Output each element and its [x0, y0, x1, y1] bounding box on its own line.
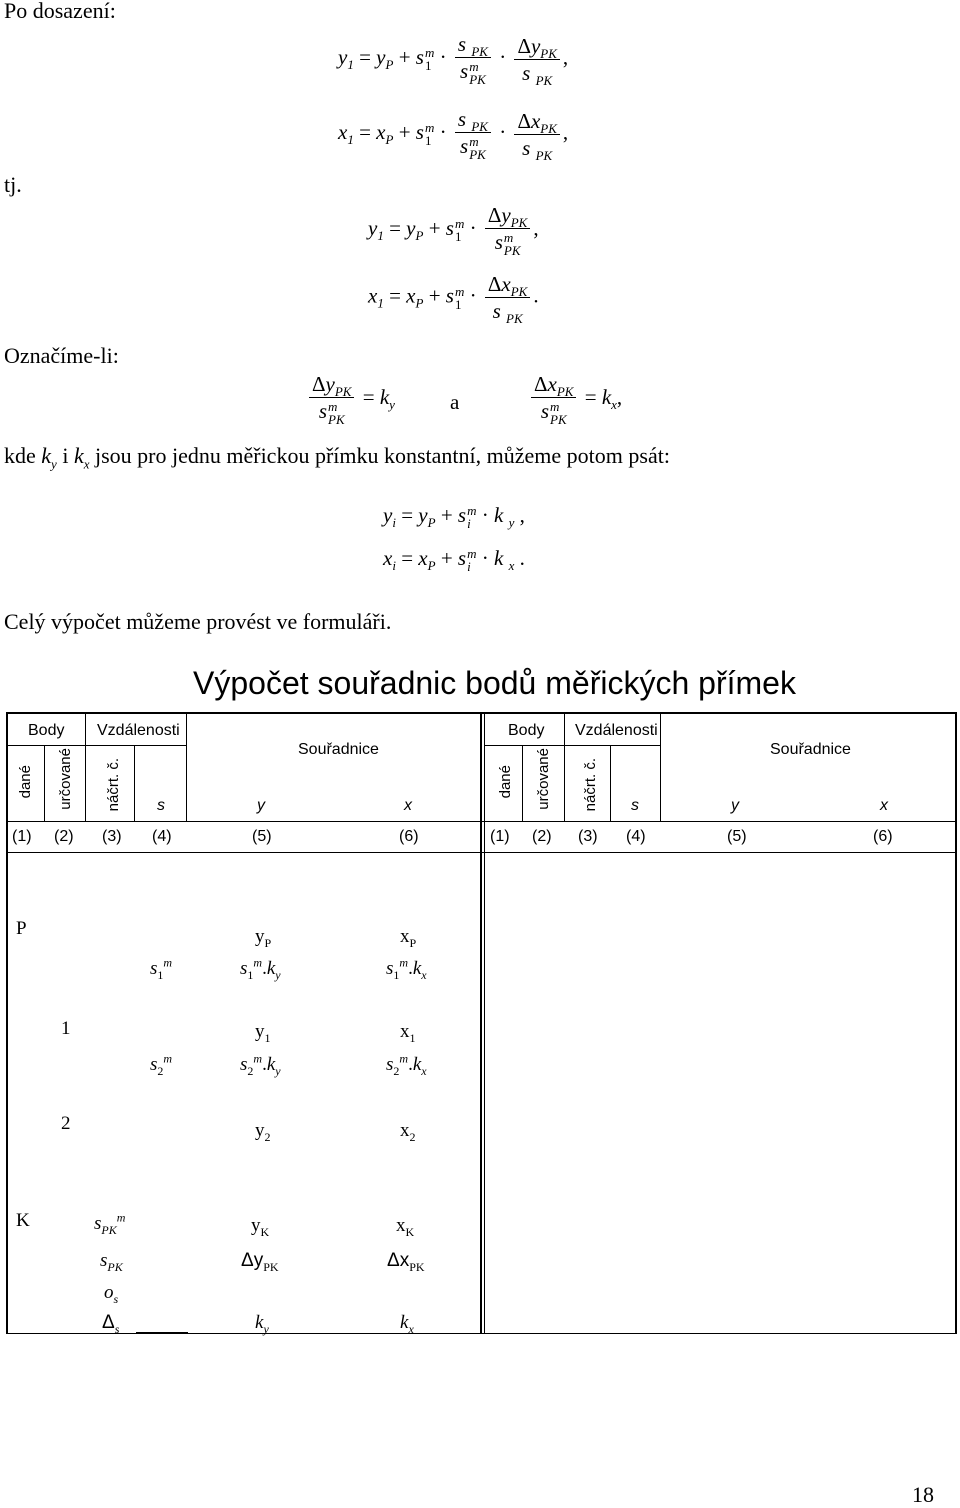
left-header-urcovane: určované [57, 748, 74, 810]
cell-xk: $x_K$ [396, 1215, 415, 1239]
left-col-divider-1 [44, 745, 45, 822]
left-header-body: Body [28, 722, 65, 739]
cell-s1m: $s_1^m$ [150, 955, 173, 982]
left-col-divider-3 [134, 745, 135, 822]
cell-s2m-kx: $s_2^m.k_x$ [386, 1051, 427, 1078]
right-header-dane: dané [497, 765, 514, 799]
equation-x1-short: $x_1 = x_P + s$ m 1 · $\frac{\Delta x_{PK}}{s _{PK}}$ . [368, 272, 539, 327]
cell-x2: $x_2$ [400, 1120, 416, 1144]
col-number-2-right: (2) [532, 828, 552, 845]
left-col-divider-4 [186, 712, 187, 822]
equation-y1-short: $y_1 = y_P + s$ m 1 · $\Delta y_{PK}$ s m PK , [368, 203, 539, 259]
right-col-divider-2 [564, 712, 565, 822]
right-header-urcovane: určované [535, 748, 552, 810]
col-number-6: (6) [399, 828, 419, 845]
equation-kx: $\Delta x_{PK}$ s m PK = $k_x$, [528, 372, 622, 426]
cell-delta-ypk: $\Delta y_{PK}$ [241, 1250, 279, 1274]
equation-x1-full: $x_1 = x_P + s$ m 1 · s $_{PK}$ s m PK · $\frac{\Delta x_{PK}}{s _{PK}}$ , [338, 107, 569, 163]
left-body-underline [6, 745, 186, 746]
cell-y2: $y_2$ [255, 1120, 271, 1144]
left-header-souradnice: Souřadnice [298, 741, 379, 758]
right-header-nacrt: náčrt. č. [582, 758, 599, 812]
right-header-body: Body [508, 722, 545, 739]
right-header-s: s [631, 797, 639, 814]
col-number-1: (1) [12, 828, 32, 845]
cell-yk: $y_K$ [251, 1215, 270, 1239]
left-header-s: s [157, 797, 165, 814]
cell-yp: $y_P$ [255, 926, 272, 950]
right-col-divider-4 [660, 712, 661, 822]
colnum-bottom-line [6, 852, 957, 853]
cell-s2m: $s_2^m$ [150, 1051, 173, 1078]
table-bottom-right [188, 1333, 957, 1334]
form-title: Výpočet souřadnic bodů měřických přímek [193, 665, 796, 701]
cely-vypocet-text: Celý výpočet můžeme provést ve formuláři. [4, 609, 392, 634]
cell-delta-s: $\Delta_s$ [102, 1312, 120, 1336]
col-number-4: (4) [152, 828, 172, 845]
col-number-5-right: (5) [727, 828, 747, 845]
cell-xp: $x_P$ [400, 926, 417, 950]
cell-s2m-ky: $s_2^m.k_y$ [240, 1051, 281, 1078]
col-number-3-right: (3) [578, 828, 598, 845]
cell-s1m-ky: $s_1^m.k_y$ [240, 955, 281, 982]
col-number-6-right: (6) [873, 828, 893, 845]
cell-kx: $k_x$ [400, 1312, 414, 1336]
row-point-2: 2 [61, 1113, 71, 1134]
col-number-3: (3) [102, 828, 122, 845]
and-word: a [450, 390, 460, 414]
table-right-border [955, 712, 957, 1334]
table-center-divider-2 [484, 712, 485, 1334]
equation-yi: $y_i = y_P + s$ m i · k $_y$ , [383, 503, 525, 532]
cell-delta-xpk: $\Delta x_{PK}$ [387, 1250, 425, 1274]
cell-os: $o_s$ [104, 1282, 119, 1306]
cell-x1: $x_1$ [400, 1021, 416, 1045]
right-header-y: y [731, 797, 739, 814]
col-number-4-right: (4) [626, 828, 646, 845]
right-header-souradnice: Souřadnice [770, 741, 851, 758]
oznacime-label: Označíme-li: [4, 343, 119, 368]
cell-y1: $y_1$ [255, 1021, 271, 1045]
header-bottom-line [6, 821, 957, 822]
kde-sentence: kde $k_y$ i $k_x$ jsou pro jednu měřickou přímku konstantní, můžeme potom psát: [4, 443, 670, 472]
page-number: 18 [912, 1482, 934, 1507]
left-col-divider-2 [85, 712, 86, 822]
left-header-y: y [257, 797, 265, 814]
equation-ky: $\Delta y_{PK}$ s m PK = $k_y$ [306, 372, 395, 426]
equation-xi: $x_i = x_P + s$ m i · k $_x$ . [383, 546, 525, 575]
po-dosazeni-label: Po dosazení: [4, 0, 116, 23]
table-left-border [6, 712, 8, 1334]
left-header-dane: dané [17, 765, 34, 799]
left-header-nacrt: náčrt. č. [105, 758, 122, 812]
table-center-divider [480, 712, 482, 1334]
row-point-1: 1 [61, 1018, 71, 1039]
cell-s1m-kx: $s_1^m.k_x$ [386, 955, 427, 982]
row-point-k: K [16, 1210, 30, 1231]
col-number-5: (5) [252, 828, 272, 845]
col-number-1-right: (1) [490, 828, 510, 845]
left-header-vzdalenosti: Vzdálenosti [97, 722, 180, 739]
col-number-2: (2) [54, 828, 74, 845]
cell-spk-m: $s_{PK}^m$ [94, 1210, 126, 1237]
right-col-divider-1 [522, 745, 523, 822]
right-header-x: x [880, 797, 888, 814]
cell-ky: $k_y$ [255, 1312, 269, 1336]
right-col-divider-3 [610, 745, 611, 822]
table-bottom-thick [136, 1332, 188, 1334]
left-header-x: x [404, 797, 412, 814]
equation-y1-full: $y_1 = y_P + s$ m 1 · s $_{PK}$ s m PK · $\frac{\Delta y_{PK}}{s _{PK}}$ , [338, 32, 569, 88]
cell-spk: $s_{PK}$ [100, 1250, 123, 1274]
tj-label: tj. [4, 172, 22, 197]
right-body-underline [484, 745, 660, 746]
row-point-p: P [16, 918, 27, 939]
right-header-vzdalenosti: Vzdálenosti [575, 722, 658, 739]
